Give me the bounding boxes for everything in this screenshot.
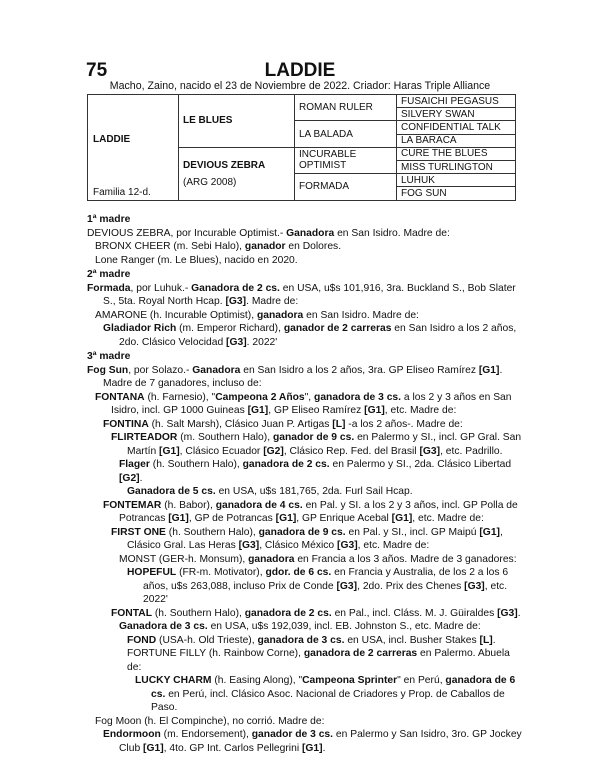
pedigree-gen4: CURE THE BLUES — [397, 147, 516, 160]
pedigree-gen4: LUHUK — [397, 174, 516, 187]
pedigree-subject: LADDIE — [93, 134, 131, 145]
pedigree-gen4: CONFIDENTIAL TALK — [397, 121, 516, 134]
pedigree-family: Familia 12-d. — [93, 186, 151, 198]
paragraph: FORTUNE FILLY (h. Rainbow Corne), ganadora de 2 carreras en Palermo. Abuela de: — [127, 648, 510, 673]
pedigree-dam-cell — [179, 147, 295, 200]
paragraph: FONTINA (h. Salt Marsh), Clásico Juan P. Artigas [L] -a los 2 años-. Madre de: — [103, 418, 463, 430]
paragraph: FONTANA (h. Farnesio), "Campeona 2 Años", ganadora de 3 cs. a los 2 y 3 años en San Isidro, incl. GP 1000 Guineas [G1], GP Eliseo Ramírez [G1], etc. Madre de: — [95, 391, 512, 416]
pedigree-sire: LE BLUES — [179, 95, 295, 148]
paragraph: Fog Sun, por Solazo.- Ganadora en San Isidro a los 2 años, 3ra. GP Eliseo Ramírez [G1]. Madre de 7 ganadores, incluso de: — [87, 364, 503, 389]
section-heading: 1ª madre — [87, 214, 131, 225]
paragraph: Lone Ranger (m. Le Blues), nacido en 2020. — [95, 254, 298, 266]
lot-number: 75 — [86, 60, 108, 81]
pedigree-gen4: MISS TURLINGTON — [397, 160, 516, 173]
pedigree-gen4: FUSAICHI PEGASUS — [397, 95, 516, 108]
paragraph: FOND (USA-h. Old Trieste), ganadora de 3 cs. en USA, incl. Busher Stakes [L]. — [127, 634, 496, 646]
paragraph: Formada, por Luhuk.- Ganadora de 2 cs. en USA, u$s 101,916, 3ra. Buckland S., Bob Slater S., 5ta. Royal North Hcap. [G3]. Madre de: — [87, 282, 516, 307]
paragraph: Ganadora de 5 cs. en USA, u$s 181,765, 2da. Furl Sail Hcap. — [127, 486, 413, 497]
paragraph: LUCKY CHARM (h. Easing Along), "Campeona Sprinter" en Perú, ganadora de 6 cs. en Perú, incl. Clásico Asoc. Nacional de Criadores y Prop. de Caballos de Paso. — [135, 675, 516, 713]
paragraph: DEVIOUS ZEBRA, por Incurable Optimist.- Ganadora en San Isidro. Madre de: — [87, 227, 450, 239]
paragraph: FONTAL (h. Southern Halo), ganadora de 2 cs. en Pal., incl. Cláss. M. J. Güiraldes [G3]. — [111, 607, 521, 619]
paragraph: FLIRTEADOR (m. Southern Halo), ganador de 9 cs. en Palermo y SI., incl. GP Gral. San Martín [G1], Clásico Ecuador [G2], Clásico Rep. Fed. del Brasil [G3], etc. Padrillo. — [111, 432, 522, 457]
paragraph: FONTEMAR (h. Babor), ganadora de 4 cs. en Pal. y SI. a los 2 y 3 años, incl. GP Polla de Potrancas [G1], GP de Potrancas [G1], GP Enrique Acebal [G1], etc. Madre de: — [103, 499, 518, 524]
pedigree-gen3: LA BALADA — [295, 121, 397, 147]
pedigree-dam-year: (ARG 2008) — [183, 176, 237, 188]
pedigree-gen3: ROMAN RULER — [295, 95, 397, 121]
dam-line-text — [87, 212, 527, 755]
pedigree-dam: DEVIOUS ZEBRA — [183, 159, 266, 171]
paragraph: Gladiador Rich (m. Emperor Richard), ganador de 2 carreras en San Isidro a los 2 años, 2do. Clásico Velocidad [G3]. 2022' — [103, 323, 517, 348]
paragraph: BRONX CHEER (m. Sebi Halo), ganador en Dolores. — [95, 241, 342, 252]
section-heading: 3ª madre — [87, 351, 131, 362]
paragraph: HOPEFUL (FR-m. Motivator), gdor. de 6 cs. en Francia y Australia, de los 2 a los 6 años, u$s 263,088, incluso Prix de Conde [G3], 2do. Prix des Chenes [G3], etc. 2022' — [127, 567, 509, 605]
pedigree-gen4: SILVERY SWAN — [397, 108, 516, 121]
paragraph: FIRST ONE (h. Southern Halo), ganadora de 9 cs. en Pal. y SI., incl. GP Maipú [G1], Clásico Gral. Las Heras [G3], Clásico México [G3], etc. Madre de: — [111, 526, 503, 551]
pedigree-gen4: LA BARACA — [397, 134, 516, 147]
paragraph: MONST (GER-h. Monsum), ganadora en Francia a los 3 años. Madre de 3 ganadores: — [119, 553, 517, 565]
paragraph: Ganadora de 3 cs. en USA, u$s 192,039, incl. EB. Johnston S., etc. Madre de: — [119, 621, 481, 632]
horse-name: LADDIE — [264, 60, 336, 81]
pedigree-gen3: FORMADA — [295, 174, 397, 200]
section-heading: 2ª madre — [87, 269, 131, 280]
paragraph: Flager (h. Southern Halo), ganadora de 2 cs. en Palermo y SI., 2da. Clásico Libertad [G2]. — [119, 459, 512, 484]
paragraph: AMARONE (h. Incurable Optimist), ganadora en San Isidro. Madre de: — [95, 309, 419, 321]
subtitle: Macho, Zaino, nacido el 23 de Noviembre de 2022. Criador: Haras Triple Alliance — [109, 80, 491, 92]
paragraph: Fog Moon (h. El Compinche), no corrió. Madre de: — [95, 715, 325, 727]
pedigree-subject-cell — [88, 95, 179, 201]
pedigree-gen3: INCURABLE OPTIMIST — [295, 147, 397, 173]
pedigree-table — [87, 94, 516, 201]
pedigree-gen4: FOG SUN — [397, 187, 516, 200]
paragraph: Endormoon (m. Endorsement), ganador de 3 cs. en Palermo y San Isidro, 3ro. GP Jockey Club [G1], 4to. GP Int. Carlos Pellegrini [G1]. — [103, 729, 522, 754]
